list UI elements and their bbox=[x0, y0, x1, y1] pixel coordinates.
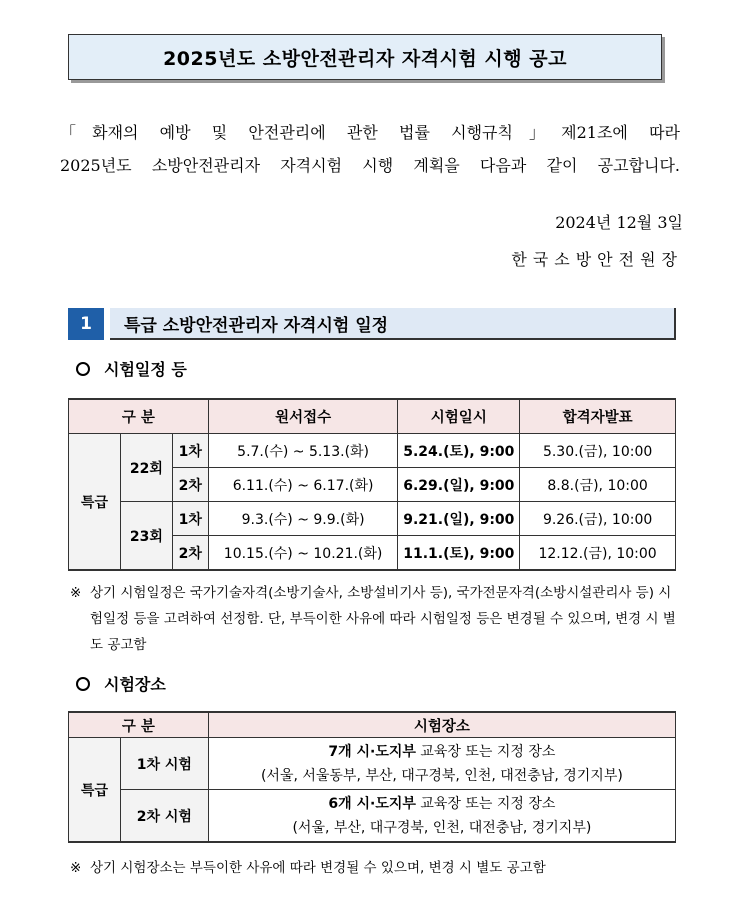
circle-bullet-icon bbox=[76, 362, 90, 376]
schedule-heading bbox=[76, 357, 187, 380]
circle-bullet-icon bbox=[76, 677, 90, 691]
phase-cell: 2차 bbox=[172, 536, 208, 571]
table-row bbox=[69, 502, 676, 536]
table-header-row bbox=[69, 712, 676, 738]
phase-cell: 1차 bbox=[172, 502, 208, 536]
col-header-category: 구 분 bbox=[69, 712, 209, 738]
section-1-header bbox=[68, 308, 676, 340]
col-header-application: 원서접수 bbox=[208, 399, 398, 434]
result-datetime: 9.26.(금), 10:00 bbox=[520, 502, 676, 536]
venue-table bbox=[68, 711, 676, 843]
result-datetime: 12.12.(금), 10:00 bbox=[520, 536, 676, 571]
venue-branches: 6개 시·도지부 bbox=[328, 795, 416, 812]
note-mark: ※ bbox=[70, 585, 82, 601]
venue-note-text: 상기 시험장소는 부득이한 사유에 따라 변경될 수 있으며, 변경 시 별도 공고함 bbox=[90, 860, 546, 876]
grade-cell: 특급 bbox=[69, 434, 121, 571]
col-header-venue: 시험장소 bbox=[208, 712, 675, 738]
round-cell: 23회 bbox=[120, 502, 172, 571]
intro-paragraph bbox=[60, 116, 680, 182]
phase-cell: 1차 시험 bbox=[120, 738, 208, 790]
apply-period: 10.15.(수) ~ 10.21.(화) bbox=[208, 536, 398, 571]
section-title: 특급 소방안전관리자 자격시험 일정 bbox=[110, 308, 676, 340]
notice-title: 2025년도 소방안전관리자 자격시험 시행 공고 bbox=[68, 34, 662, 80]
apply-period: 6.11.(수) ~ 6.17.(화) bbox=[208, 468, 398, 502]
phase-cell: 2차 시험 bbox=[120, 790, 208, 843]
venue-location: 교육장 또는 지정 장소 bbox=[415, 743, 556, 760]
intro-line-1: 「화재의 예방 및 안전관리에 관한 법률 시행규칙」제21조에 따라 bbox=[60, 123, 680, 142]
apply-period: 9.3.(수) ~ 9.9.(화) bbox=[208, 502, 398, 536]
round-cell: 22회 bbox=[120, 434, 172, 502]
exam-datetime: 9.21.(일), 9:00 bbox=[398, 502, 520, 536]
apply-period: 5.7.(수) ~ 5.13.(화) bbox=[208, 434, 398, 468]
exam-datetime: 11.1.(토), 9:00 bbox=[398, 536, 520, 571]
note-mark: ※ bbox=[70, 860, 82, 876]
schedule-table bbox=[68, 398, 676, 571]
grade-cell: 특급 bbox=[69, 738, 121, 843]
table-row bbox=[69, 790, 676, 843]
col-header-category: 구 분 bbox=[69, 399, 209, 434]
exam-datetime: 6.29.(일), 9:00 bbox=[398, 468, 520, 502]
col-header-result: 합격자발표 bbox=[520, 399, 676, 434]
table-row bbox=[69, 738, 676, 790]
table-header-row bbox=[69, 399, 676, 434]
venue-cell bbox=[208, 738, 675, 790]
venue-cell bbox=[208, 790, 675, 843]
result-datetime: 8.8.(금), 10:00 bbox=[520, 468, 676, 502]
venue-location: 교육장 또는 지정 장소 bbox=[415, 795, 556, 812]
schedule-note-text: 상기 시험일정은 국가기술자격(소방기술사, 소방설비기사 등), 국가전문자격(소방시설관리사 등) 시험일정 등을 고려하여 선정함. 단, 부득이한 사유에 따라 시험일정 등은 변경될 수 있으며, 변경 시 별도 공고함 bbox=[90, 585, 676, 653]
result-datetime: 5.30.(금), 10:00 bbox=[520, 434, 676, 468]
venue-branches: 7개 시·도지부 bbox=[328, 743, 416, 760]
venue-cities: (서울, 서울동부, 부산, 대구경북, 인천, 대전충남, 경기지부) bbox=[260, 767, 623, 784]
announcement-date: 2024년 12월 3일 bbox=[555, 213, 683, 232]
section-number: 1 bbox=[68, 308, 104, 340]
phase-cell: 2차 bbox=[172, 468, 208, 502]
exam-datetime: 5.24.(토), 9:00 bbox=[398, 434, 520, 468]
schedule-heading-text: 시험일정 등 bbox=[104, 360, 187, 379]
schedule-note bbox=[70, 580, 682, 658]
table-row bbox=[69, 434, 676, 468]
col-header-exam-date: 시험일시 bbox=[398, 399, 520, 434]
venue-heading-text: 시험장소 bbox=[104, 675, 166, 694]
intro-line-2: 2025년도 소방안전관리자 자격시험 시행 계획을 다음과 같이 공고합니다. bbox=[60, 156, 680, 175]
phase-cell: 1차 bbox=[172, 434, 208, 468]
venue-note bbox=[70, 855, 682, 881]
signer: 한국소방안전원장 bbox=[511, 250, 683, 269]
venue-heading bbox=[76, 672, 166, 695]
venue-cities: (서울, 부산, 대구경북, 인천, 대전충남, 경기지부) bbox=[292, 819, 592, 836]
